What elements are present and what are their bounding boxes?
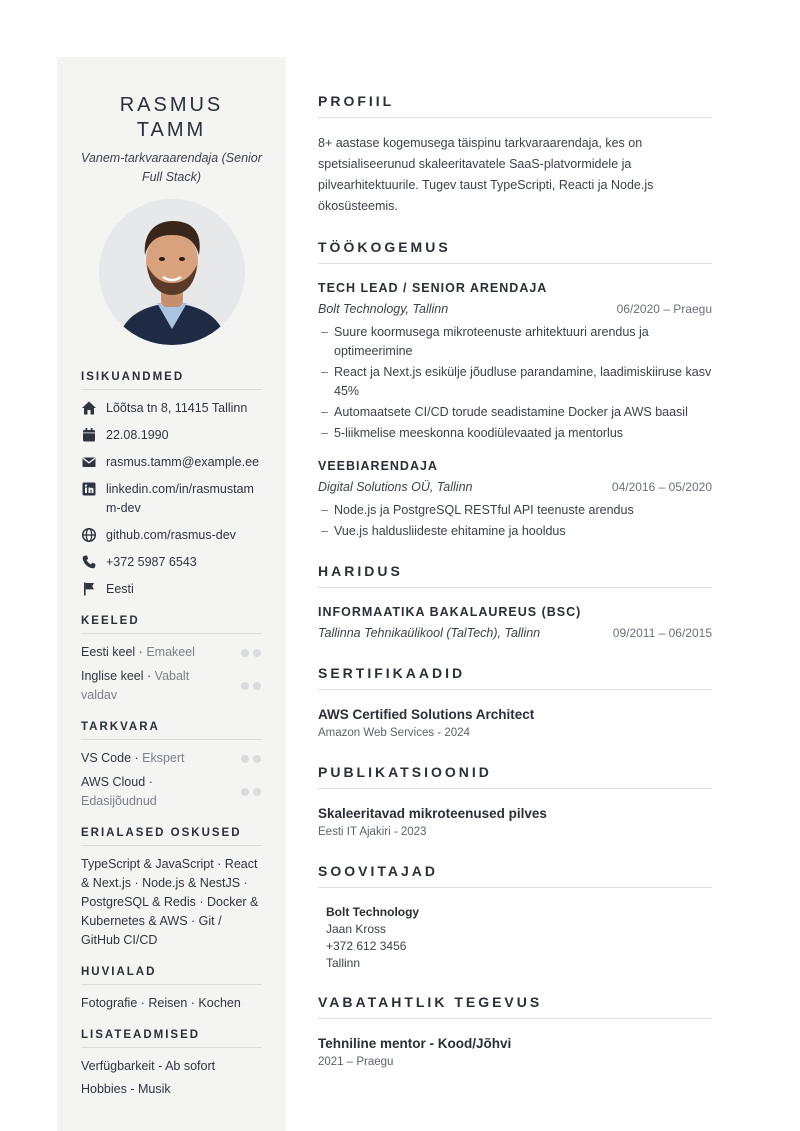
hobbies-text: Fotografie · Reisen · Kochen: [81, 996, 241, 1010]
degree-title: INFORMAATIKA BAKALAUREUS (BSC): [318, 605, 582, 619]
language-item: Eesti keel · Emakeel: [81, 643, 262, 662]
certificates-heading: SERTIFIKAADID: [318, 665, 712, 690]
job-org: Digital Solutions OÜ, Tallinn: [318, 480, 473, 494]
volunteer-heading: VABATAHTLIK TEGEVUS: [318, 994, 712, 1019]
volunteer-title: Tehniline mentor - Kood/Jõhvi: [318, 1036, 512, 1051]
globe-icon: [81, 527, 97, 543]
publications-heading: PUBLIKATSIOONID: [318, 764, 712, 789]
experience-heading: TÖÖKOGEMUS: [318, 239, 712, 264]
job-bullet: – Automaatsete CI/CD torude seadistamine Docker ja AWS baasil: [318, 403, 712, 422]
skills-text: TypeScript & JavaScript · React & Next.js · Node.js & NestJS · PostgreSQL & Redis · Docker & Kubernetes & AWS · Git / GitHub CI/CD: [81, 857, 259, 947]
job-bullet: – Vue.js haldusliideste ehitamine ja hooldus: [318, 522, 712, 541]
home-icon: [81, 400, 97, 416]
reference-company: Bolt Technology: [326, 905, 420, 919]
flag-icon: [81, 581, 97, 597]
contact-linkedin[interactable]: linkedin.com/in/rasmustamm-dev: [81, 480, 262, 518]
certificate-issuer: Amazon Web Services - 2024: [318, 727, 470, 739]
references-section: [318, 863, 712, 972]
job-bullet: – Node.js ja PostgreSQL RESTful API teenuste arendus: [318, 501, 712, 520]
extra-section: [81, 1029, 262, 1099]
job-bullet: – React ja Next.js esikülje jõudluse parandamine, laadimiskiiruse kasv 45%: [318, 363, 712, 401]
education-heading: HARIDUS: [318, 563, 712, 588]
language-item: Inglise keel · Vabalt valdav: [81, 667, 262, 705]
personal-heading: ISIKUANDMED: [81, 371, 262, 390]
software-item: AWS Cloud · Edasijõudnud: [81, 773, 262, 811]
job-bullet: – 5-liikmelise meeskonna koodiülevaated ja mentorlus: [318, 424, 712, 443]
job-entry: [318, 279, 712, 443]
job-bullets: [318, 323, 712, 443]
job-bullet: – Suure koormusega mikroteenuste arhitektuuri arendus ja optimeerimine: [318, 323, 712, 361]
candidate-subtitle: Vanem-tarkvaraarendaja (Senior Full Stack): [81, 151, 262, 184]
level-dots: [241, 755, 261, 763]
volunteer-date: 2021 – Praegu: [318, 1056, 394, 1068]
certificates-section: [318, 665, 712, 742]
software-section: [81, 721, 262, 811]
references-heading: SOOVITAJAD: [318, 863, 712, 888]
hobbies-section: [81, 966, 262, 1013]
reference-person: Jaan Kross: [326, 922, 387, 936]
education-section: [318, 563, 712, 643]
person-portrait-icon: [99, 199, 245, 345]
languages-section: [81, 615, 262, 705]
contact-email[interactable]: rasmus.tamm@example.ee: [81, 453, 262, 472]
extra-line: Verfügbarkeit - Ab sofort: [81, 1059, 216, 1073]
job-org: Bolt Technology, Tallinn: [318, 302, 449, 316]
contact-country: Eesti: [81, 580, 262, 599]
hobbies-heading: HUVIALAD: [81, 966, 262, 985]
extra-line: Hobbies - Musik: [81, 1082, 171, 1096]
volunteer-section: [318, 994, 712, 1071]
software-item: VS Code · Ekspert: [81, 749, 262, 768]
job-bullets: [318, 501, 712, 541]
job-date: 06/2020 – Praegu: [616, 302, 712, 316]
software-heading: TARKVARA: [81, 721, 262, 740]
reference-entry: [318, 903, 712, 972]
experience-section: [318, 239, 712, 541]
contact-birthdate: 22.08.1990: [81, 426, 262, 445]
school-name: Tallinna Tehnikaülikool (TalTech), Tallinn: [318, 626, 541, 640]
languages-heading: KEELED: [81, 615, 262, 634]
job-title: VEEBIARENDAJA: [318, 459, 438, 473]
personal-section: [81, 371, 262, 599]
level-dots: [241, 682, 261, 690]
profile-section: [318, 93, 712, 217]
level-dots: [241, 649, 261, 657]
envelope-icon: [81, 454, 97, 470]
reference-phone: +372 612 3456: [326, 939, 407, 953]
job-date: 04/2016 – 05/2020: [611, 480, 712, 494]
education-date: 09/2011 – 06/2015: [612, 626, 712, 640]
contact-phone[interactable]: +372 5987 6543: [81, 553, 262, 572]
profile-heading: PROFIIL: [318, 93, 712, 118]
skills-heading: ERIALASED OSKUSED: [81, 827, 262, 846]
profile-text: 8+ aastase kogemusega täispinu tarkvaraarendaja, kes on spetsialiseerunud skaleeritavatele SaaS-platvormidele ja pilvearhitektuurile. Tugev taust TypeScripti, Reacti ja Node.js ökosüsteemis.: [318, 136, 654, 213]
extra-heading: LISATEADMISED: [81, 1029, 262, 1048]
candidate-name: RASMUS TAMM: [119, 94, 224, 141]
calendar-icon: [81, 427, 97, 443]
skills-section: [81, 827, 262, 950]
phone-icon: [81, 554, 97, 570]
job-title: TECH LEAD / SENIOR ARENDAJA: [318, 281, 548, 295]
linkedin-icon: [81, 481, 97, 497]
reference-city: Tallinn: [326, 956, 361, 970]
contact-address: Lõõtsa tn 8, 11415 Tallinn: [81, 399, 262, 418]
profile-photo: [99, 199, 245, 345]
publication-title: Skaleeritavad mikroteenused pilves: [318, 806, 547, 821]
level-dots: [241, 788, 261, 796]
sidebar: [57, 57, 286, 1131]
publications-section: [318, 764, 712, 841]
certificate-title: AWS Certified Solutions Architect: [318, 707, 535, 722]
main-column: [318, 93, 712, 1093]
job-entry: [318, 457, 712, 541]
publication-source: Eesti IT Ajakiri - 2023: [318, 826, 427, 838]
contact-github[interactable]: github.com/rasmus-dev: [81, 526, 262, 545]
